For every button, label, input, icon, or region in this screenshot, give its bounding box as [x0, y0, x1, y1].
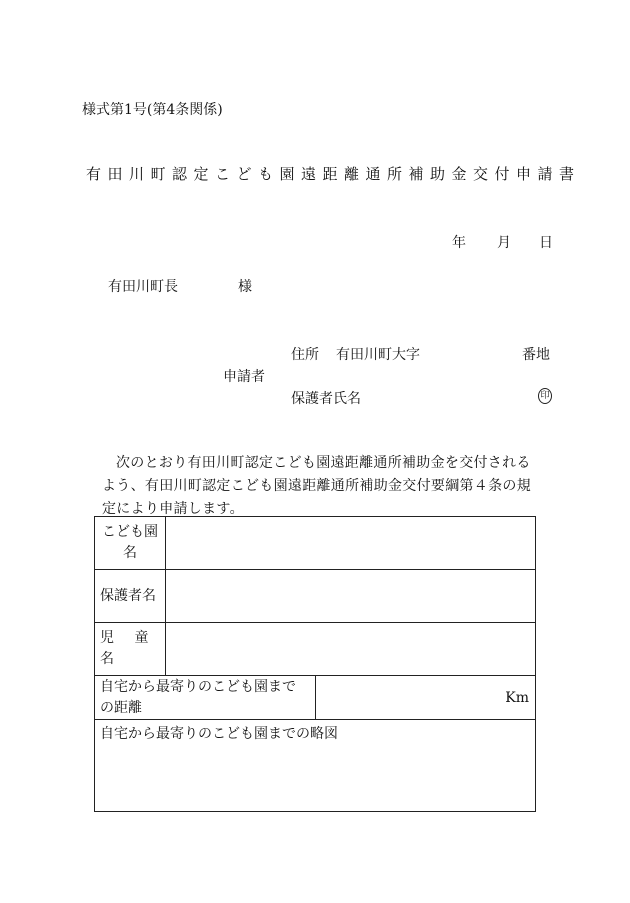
date-year-label: 年 [452, 235, 466, 251]
application-statement: 次のとおり有田川町認定こども園遠距離通所補助金を交付されるよう、有田川町認定こども園遠距離通所補助金交付要綱第４条の規定により申請します。 [102, 455, 531, 517]
guardian-name-field[interactable] [166, 570, 536, 623]
school-name-label [95, 517, 166, 570]
school-name-field[interactable] [166, 517, 536, 570]
table-row-school [95, 517, 536, 570]
guardian-label: 保護者名 [100, 587, 156, 604]
document-title: 有田川町認定こども園遠距離通所補助金交付申請書 [86, 165, 581, 183]
application-table [94, 516, 536, 812]
form-number: 様式第1号(第4条関係) [82, 102, 223, 118]
distance-label-line1: 自宅から最寄りのこども園まで [100, 678, 296, 695]
addressee-honorific: 様 [238, 279, 252, 295]
distance-field[interactable] [316, 676, 536, 720]
address-value: 有田川町大字 [336, 347, 420, 363]
address-label: 住所 [291, 347, 319, 363]
guardian-name-label: 保護者氏名 [291, 391, 361, 407]
child-label-cell [95, 623, 166, 676]
child-name-field[interactable] [166, 623, 536, 676]
seal-mark: 印 [538, 388, 552, 404]
date-month-label: 月 [497, 235, 511, 251]
table-row-guardian [95, 570, 536, 623]
distance-label-line2: の距離 [100, 699, 142, 716]
school-name-label-line1: こども園 [102, 524, 158, 540]
map-field[interactable] [95, 720, 536, 812]
distance-unit: Km [505, 689, 529, 706]
guardian-label-cell [95, 570, 166, 623]
table-row-distance [95, 676, 536, 720]
map-label: 自宅から最寄りのこども園までの略図 [100, 726, 338, 742]
school-name-label-line2: 名 [123, 545, 137, 561]
table-row-map [95, 720, 536, 812]
addressee-name: 有田川町長 [108, 279, 178, 295]
distance-label-cell [95, 676, 316, 720]
table-row-child [95, 623, 536, 676]
address-suffix: 番地 [522, 347, 550, 363]
child-label: 児 童 名 [100, 630, 157, 667]
applicant-label: 申請者 [223, 369, 265, 385]
date-day-label: 日 [539, 235, 553, 251]
